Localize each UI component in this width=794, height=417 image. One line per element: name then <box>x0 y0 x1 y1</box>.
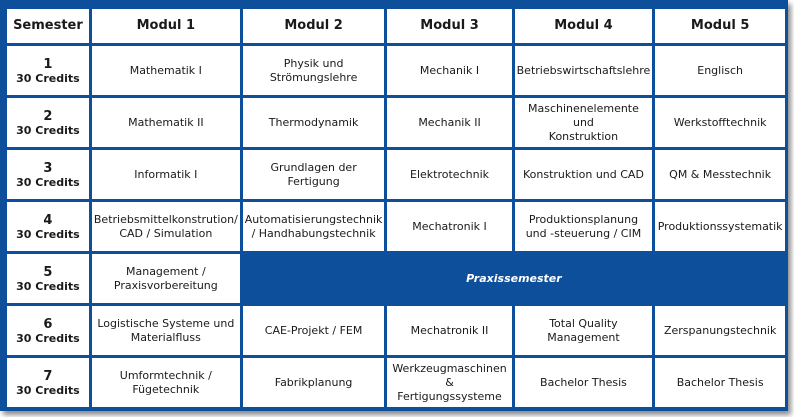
module-cell: Mathematik I <box>92 46 240 95</box>
module-cell: Konstruktion und CAD <box>515 150 653 199</box>
module-cell: Management / Praxisvorbereitung <box>92 254 240 303</box>
header-semester: Semester <box>7 9 89 43</box>
module-cell: Fabrikplanung <box>243 358 385 407</box>
semester-credits: 30 Credits <box>16 71 80 85</box>
semester-credits: 30 Credits <box>16 227 80 241</box>
module-cell: Mechanik II <box>387 98 511 147</box>
module-cell: QM & Messtechnik <box>655 150 785 199</box>
module-cell: Mechatronik I <box>387 202 511 251</box>
semester-credits: 30 Credits <box>16 175 80 189</box>
semester-cell <box>7 358 89 407</box>
semester-row-5 <box>7 254 785 303</box>
module-cell: Mechatronik II <box>387 306 511 355</box>
curriculum-table <box>4 6 788 410</box>
module-cell: Werkstofftechnik <box>655 98 785 147</box>
semester-number: 5 <box>43 264 53 280</box>
module-cell: Total Quality Management <box>515 306 653 355</box>
semester-row-7 <box>7 358 785 407</box>
semester-number: 1 <box>43 56 53 72</box>
module-cell: Informatik I <box>92 150 240 199</box>
praxissemester-banner: Praxissemester <box>243 254 785 303</box>
semester-credits: 30 Credits <box>16 383 80 397</box>
module-cell: Umformtechnik / Fügetechnik <box>92 358 240 407</box>
module-cell: Zerspanungstechnik <box>655 306 785 355</box>
module-cell: Produktionssystematik <box>655 202 785 251</box>
semester-row-2 <box>7 98 785 147</box>
semester-number: 2 <box>43 108 53 124</box>
module-cell: Produktionsplanung und -steuerung / CIM <box>515 202 653 251</box>
semester-cell <box>7 254 89 303</box>
module-cell: Maschinenelemente und Konstruktion <box>515 98 653 147</box>
semester-number: 6 <box>43 316 53 332</box>
module-cell: Thermodynamik <box>243 98 385 147</box>
module-cell: Bachelor Thesis <box>515 358 653 407</box>
header-modul-2: Modul 2 <box>243 9 385 43</box>
header-modul-5: Modul 5 <box>655 9 785 43</box>
header-modul-3: Modul 3 <box>387 9 511 43</box>
module-cell: Grundlagen der Fertigung <box>243 150 385 199</box>
semester-credits: 30 Credits <box>16 279 80 293</box>
semester-cell <box>7 202 89 251</box>
module-cell: Mechanik I <box>387 46 511 95</box>
semester-cell <box>7 150 89 199</box>
module-cell: Werkzeugmaschinen & Fertigungssysteme <box>387 358 511 407</box>
header-row <box>7 9 785 43</box>
semester-number: 3 <box>43 160 53 176</box>
module-cell: Bachelor Thesis <box>655 358 785 407</box>
semester-row-6 <box>7 306 785 355</box>
semester-row-1 <box>7 46 785 95</box>
module-cell: Englisch <box>655 46 785 95</box>
module-cell: Mathematik II <box>92 98 240 147</box>
semester-row-3 <box>7 150 785 199</box>
module-cell: Physik und Strömungslehre <box>243 46 385 95</box>
semester-cell <box>7 46 89 95</box>
semester-number: 7 <box>43 368 53 384</box>
semester-row-4 <box>7 202 785 251</box>
semester-credits: 30 Credits <box>16 331 80 345</box>
header-modul-1: Modul 1 <box>92 9 240 43</box>
module-cell: Betriebswirtschaftslehre <box>515 46 653 95</box>
semester-credits: 30 Credits <box>16 123 80 137</box>
module-cell: Automatisierungstechnik / Handhabungstechnik <box>243 202 385 251</box>
semester-cell <box>7 98 89 147</box>
module-cell: Betriebsmittelkonstrution/ CAD / Simulation <box>92 202 240 251</box>
semester-cell <box>7 306 89 355</box>
header-modul-4: Modul 4 <box>515 9 653 43</box>
module-cell: Elektrotechnik <box>387 150 511 199</box>
module-cell: Logistische Systeme und Materialfluss <box>92 306 240 355</box>
module-cell: CAE-Projekt / FEM <box>243 306 385 355</box>
semester-number: 4 <box>43 212 53 228</box>
